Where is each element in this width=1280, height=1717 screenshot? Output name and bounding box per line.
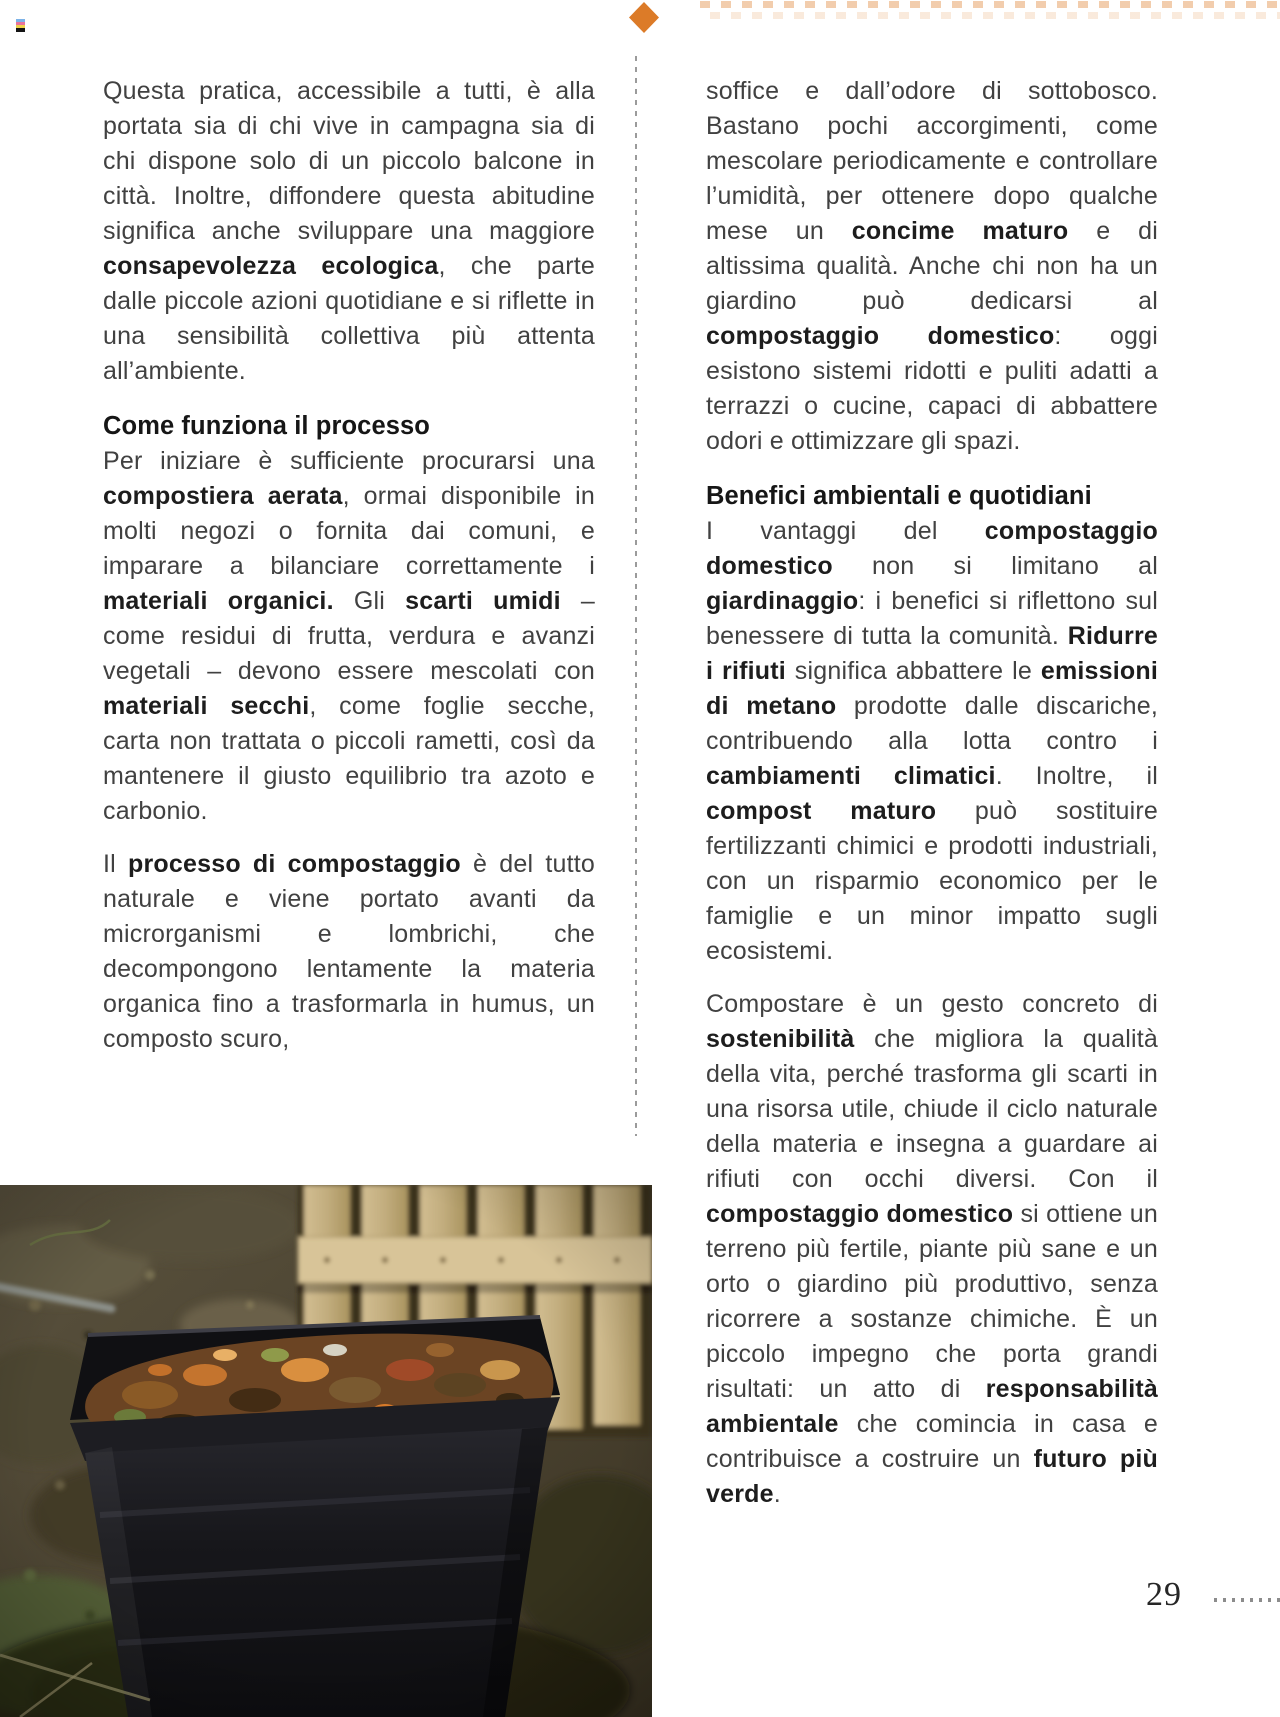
footer-dotted-line (1214, 1598, 1280, 1602)
left-column (103, 74, 595, 1057)
paragraph: Il processo di compostaggio è del tutto naturale e viene portato avanti da microrganismi e lombrichi, che decompongono lentamente la materia organica fino a trasformarla in humus, un composto scuro, (103, 850, 595, 1053)
top-dash-row (700, 1, 1280, 8)
paragraph: I vantaggi del compostaggio domestico non si limitano al giardinaggio: i benefici si riflettono sul benessere di tutta la comunità. Ridurre i rifiuti significa abbattere le emissioni di metano prodotte dalle discariche, contribuendo alla lotta contro i cambiamenti climatici. Inoltre, il compost maturo può sostituire fertilizzanti chimici e prodotti industriali, con un risparmio economico per le famiglie e un minor impatto sugli ecosistemi. (706, 517, 1159, 965)
section-heading-benefici: Benefici ambientali e quotidiani (706, 482, 1092, 510)
registration-mark-icon (16, 19, 25, 32)
compost-photo-art (0, 1185, 652, 1717)
paragraph: soffice e dall’odore di sottobosco. Bastano pochi accorgimenti, come mescolare periodicamente e controllare l’umidità, per ottenere dopo qualche mese un concime maturo e di altissima qualità. Anche chi non ha un giardino può dedicarsi al compostaggio domestico: oggi esistono sistemi ridotti e puliti adatti a terrazzi o cucine, capaci di abbattere odori e ottimizzare gli spazi. (706, 77, 1159, 455)
paragraph: Compostare è un gesto concreto di sostenibilità che migliora la qualità della vita, perché trasforma gli scarti in una risorsa utile, chiude il ciclo naturale della materia e insegna a guardare ai rifiuti con occhi diversi. Con il compostaggio domestico si ottiene un terreno più fertile, piante più sane e un orto o giardino più produttivo, senza ricorrere a sostanze chimiche. È un piccolo impegno che porta grandi risultati: un atto di responsabilità ambientale che comincia in casa e contribuisce a costruire un futuro più verde. (706, 990, 1158, 1508)
top-dash-row (710, 12, 1280, 19)
compost-bin-photo (0, 1185, 652, 1717)
page-number: 29 (1146, 1576, 1182, 1613)
column-divider (635, 56, 637, 1136)
paragraph: Per iniziare è sufficiente procurarsi una compostiera aerata, ormai disponibile in molti negozi o fornita dai comuni, e imparare a bilanciare correttamente i materiali organici. Gli scarti umidi – come residui di frutta, verdura e avanzi vegetali – devono essere mescolati con materiali secchi, come foglie secche, carta non trattata o piccoli rametti, così da mantenere il giusto equilibrio tra azoto e carbonio. (103, 447, 596, 825)
section-heading-come-funziona: Come funziona il processo (103, 412, 430, 440)
paragraph: Questa pratica, accessibile a tutti, è alla portata sia di chi vive in campagna sia di chi dispone solo di un piccolo balcone in città. Inoltre, diffondere questa abitudine significa anche sviluppare una maggiore consapevolezza ecologica, che parte dalle piccole azioni quotidiane e si riflette in una sensibilità collettiva più attenta all’ambiente. (103, 77, 595, 385)
right-column (706, 74, 1158, 1512)
diamond-icon (629, 2, 659, 33)
